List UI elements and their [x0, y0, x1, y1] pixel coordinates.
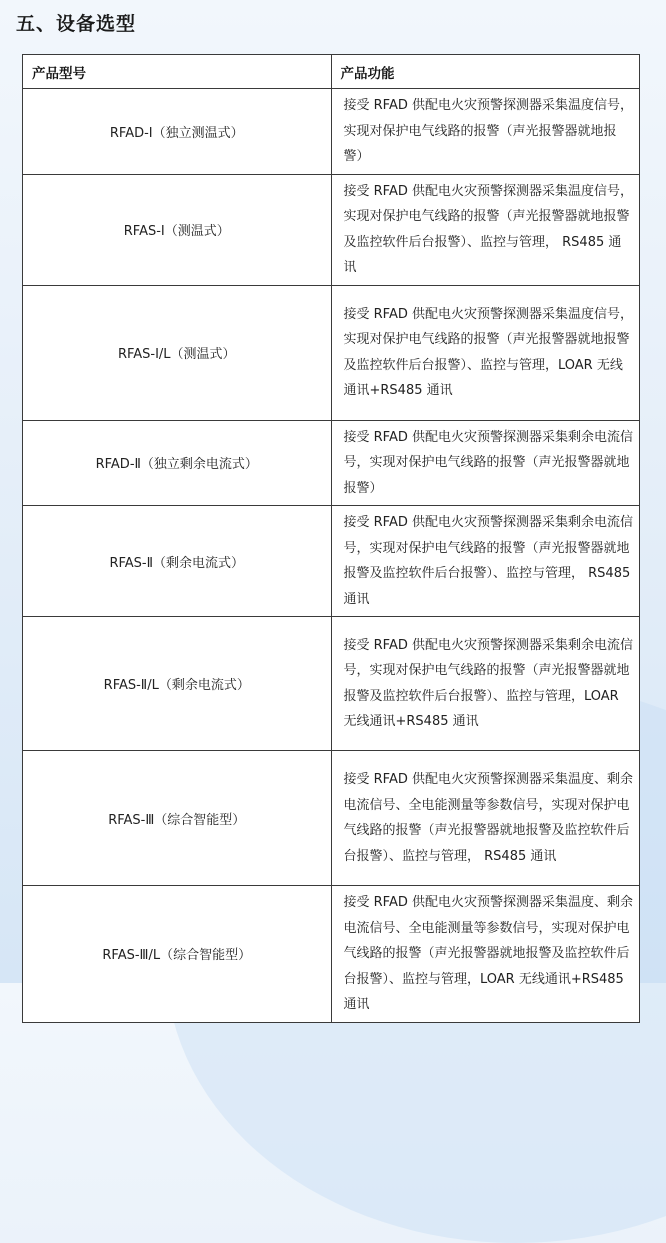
header-model: 产品型号	[23, 55, 332, 89]
table-row	[23, 506, 640, 617]
table-row	[23, 174, 640, 285]
table-row	[23, 886, 640, 1023]
section-title: 五、设备选型	[16, 13, 137, 35]
function-cell: 接受 RFAD 供配电火灾预警探测器采集剩余电流信号，实现对保护电气线路的报警（声光报警器就地报警及监控软件后台报警）、监控与管理， RS485 通讯	[331, 506, 640, 617]
function-cell: 接受 RFAD 供配电火灾预警探测器采集剩余电流信号，实现对保护电气线路的报警（声光报警器就地报警及监控软件后台报警）、监控与管理，LOAR 无线通讯+RS485 通讯	[331, 617, 640, 751]
model-cell: RFAD-Ⅰ（独立测温式）	[23, 89, 332, 175]
table-row	[23, 89, 640, 175]
model-cell: RFAS-Ⅰ/L（测温式）	[23, 285, 332, 420]
function-cell: 接受 RFAD 供配电火灾预警探测器采集温度、剩余电流信号、全电能测量等参数信号，实现对保护电气线路的报警（声光报警器就地报警及监控软件后台报警）、监控与管理，LOAR 无线通讯+RS485 通讯	[331, 886, 640, 1023]
table-row	[23, 617, 640, 751]
model-cell: RFAD-Ⅱ（独立剩余电流式）	[23, 420, 332, 506]
model-cell: RFAS-Ⅱ（剩余电流式）	[23, 506, 332, 617]
function-cell: 接受 RFAD 供配电火灾预警探测器采集温度、剩余电流信号、全电能测量等参数信号，实现对保护电气线路的报警（声光报警器就地报警及监控软件后台报警）、监控与管理， RS485 通讯	[331, 751, 640, 886]
model-cell: RFAS-Ⅱ/L（剩余电流式）	[23, 617, 332, 751]
model-cell: RFAS-Ⅲ/L（综合智能型）	[23, 886, 332, 1023]
header-function: 产品功能	[331, 55, 640, 89]
table-row	[23, 420, 640, 506]
function-cell: 接受 RFAD 供配电火灾预警探测器采集剩余电流信号，实现对保护电气线路的报警（声光报警器就地报警）	[331, 420, 640, 506]
function-cell: 接受 RFAD 供配电火灾预警探测器采集温度信号，实现对保护电气线路的报警（声光报警器就地报警及监控软件后台报警）、监控与管理， RS485 通讯	[331, 174, 640, 285]
table-header-row	[23, 55, 640, 89]
table-row	[23, 751, 640, 886]
product-selection-table-container	[22, 54, 640, 1023]
table-row	[23, 285, 640, 420]
function-cell: 接受 RFAD 供配电火灾预警探测器采集温度信号，实现对保护电气线路的报警（声光报警器就地报警）	[331, 89, 640, 175]
function-cell: 接受 RFAD 供配电火灾预警探测器采集温度信号，实现对保护电气线路的报警（声光报警器就地报警及监控软件后台报警）、监控与管理，LOAR 无线通讯+RS485 通讯	[331, 285, 640, 420]
model-cell: RFAS-Ⅲ（综合智能型）	[23, 751, 332, 886]
product-selection-table	[22, 54, 640, 1023]
model-cell: RFAS-Ⅰ（测温式）	[23, 174, 332, 285]
